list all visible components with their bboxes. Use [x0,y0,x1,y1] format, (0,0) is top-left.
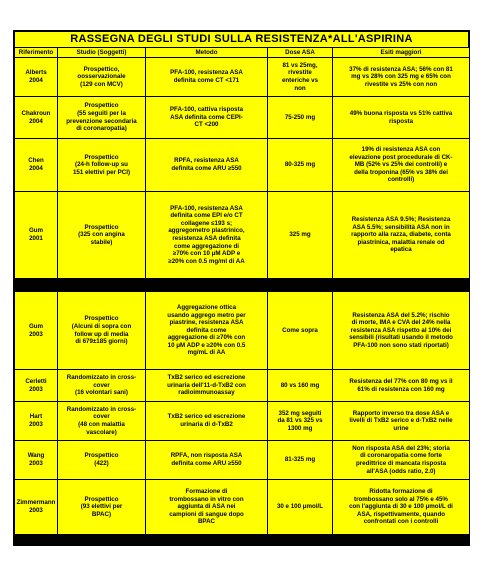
reference-cell: Zimmermann 2003 [15,480,57,534]
table-row [15,441,469,479]
table-row [15,97,469,138]
outcome-cell: Ridotta formazione di trombossano solo al 75% e 45% con l'aggiunta di 30 e 100 μmol/L di ASA, rispettivamente, quando confrontati con i controlli [333,480,469,534]
reference-cell: Chen 2004 [15,139,57,191]
method-cell: TxB2 serico ed escrezione urinaria di d-TxB2 [146,402,267,440]
table-row [15,402,469,440]
table-row [15,370,469,401]
reference-cell: Cerletti 2003 [15,370,57,401]
table-header-row [15,48,469,57]
reference-cell: Gum 2003 [15,292,57,369]
table-row [15,139,469,191]
column-header: Metodo [146,48,267,57]
outcome-cell: 49% buona risposta vs 51% cattiva risposta [333,97,469,138]
method-cell: TxB2 serico ed escrezione urinaria dell'11-d-TxB2 con radioimmunoassay [146,370,267,401]
table-row [15,292,469,369]
outcome-cell: 19% di resistenza ASA con elevazione post procedurale di CK- MB (52% vs 25% dei controlli) e della troponina (65% vs 38% dei controlli) [333,139,469,191]
table-row [15,192,469,278]
study-cell: Randomizzato in cross- cover (48 con malattia vascolare) [58,402,145,440]
outcome-cell: Resistenza del 77% con 80 mg vs il 61% di resistenza con 160 mg [333,370,469,401]
reference-cell: Gum 2001 [15,192,57,278]
study-cell: Prospettico, oosservazionale (129 con MCV) [58,58,145,96]
study-cell: Prospettico (24-h follow-up su 151 elettivi per PCI) [58,139,145,191]
dose-cell: 352 mg seguiti da 81 vs 325 vs 1300 mg [268,402,332,440]
dose-cell: 81 vs 25mg, rivestite enteriche vs non [268,58,332,96]
reference-cell: Wang 2003 [15,441,57,479]
outcome-cell: Resistenza ASA del 5.2%; rischio di morte, IMA e CVA del 24% nella resistenza ASA rispetto al 10% dei sensibili (risultati usando il metodo PFA-100 non sono stati riportati) [333,292,469,369]
study-cell: Prospettico (Alcuni di sopra con follow up di media di 679±185 giorni) [58,292,145,369]
method-cell: PFA-100, cattiva risposta ASA definita come CEPI- CT <200 [146,97,267,138]
method-cell: RPFA, resistenza ASA definita come ARU ≥550 [146,139,267,191]
reference-cell: Chakroun 2004 [15,97,57,138]
study-cell: Prospettico (325 con angina stabile) [58,192,145,278]
column-header: Riferimento [15,48,57,57]
studies-table-sheet [13,30,470,546]
dose-cell: 80 vs 160 mg [268,370,332,401]
outcome-cell: Non risposta ASA del 23%; storia di coronaropatia come forte predittrice di mancata risposta all'ASA (odds ratio, 2.0) [333,441,469,479]
study-cell: Randomizzato in cross- cover (16 volontari sani) [58,370,145,401]
method-cell: PFA-100, resistenza ASA definita come CT <171 [146,58,267,96]
outcome-cell: Resistenza ASA 9.5%; Resistenza ASA 5.5%; sensibilità ASA non in rapporto alla razza, diabete, conta piastrinica, malattia renale od epatica [333,192,469,278]
column-header: Studio (Soggetti) [58,48,145,57]
table-title: RASSEGNA DEGLI STUDI SULLA RESISTENZA*ALL'ASPIRINA [15,32,468,47]
dose-cell: 81-325 mg [268,441,332,479]
column-header: Esiti maggiori [333,48,469,57]
table-row [15,58,469,96]
dose-cell: 325 mg [268,192,332,278]
column-header: Dose ASA [268,48,332,57]
method-cell: Aggregazione ottica usando aggrego metro per piastrine, resistenza ASA definita come aggregazione di ≥70% con 10 μM ADP e ≥20% con 0.5 mg/mL di AA [146,292,267,369]
method-cell: PFA-100, resistenza ASA definita come EPI e/o CT collagene ≤193 s; aggregometro plastrinico, resistenza ASA definita come aggregazione di ≥70% con 10 μM ADP e ≥20% con 0.5 mg/ml di AA [146,192,267,278]
outcome-cell: Rapporto inverso tra dose ASA e livelli di TxB2 serico e d-TxB2 nelle urine [333,402,469,440]
study-cell: Prospettico (422) [58,441,145,479]
studies-table-upper [14,47,470,279]
study-cell: Prospettico (55 seguiti per la prevenzione secondaria di coronaropatia) [58,97,145,138]
method-cell: Formazione di trombossano in vitro con aggiunta di ASA nei campioni di sangue dopo BPAC [146,480,267,534]
dose-cell: 75-250 mg [268,97,332,138]
outcome-cell: 37% di resistenza ASA; 56% con 81 mg vs 28% con 325 mg e 65% con rivestite vs 25% con non [333,58,469,96]
reference-cell: Hart 2003 [15,402,57,440]
method-cell: RPFA, non risposta ASA definita come ARU ≥550 [146,441,267,479]
study-cell: Prospettico (93 elettivi per BPAC) [58,480,145,534]
dose-cell: 80-325 mg [268,139,332,191]
studies-table-lower [14,291,470,535]
table-row [15,480,469,534]
dose-cell: 30 e 100 μmol/L [268,480,332,534]
dose-cell: Come sopra [268,292,332,369]
reference-cell: Alberts 2004 [15,58,57,96]
